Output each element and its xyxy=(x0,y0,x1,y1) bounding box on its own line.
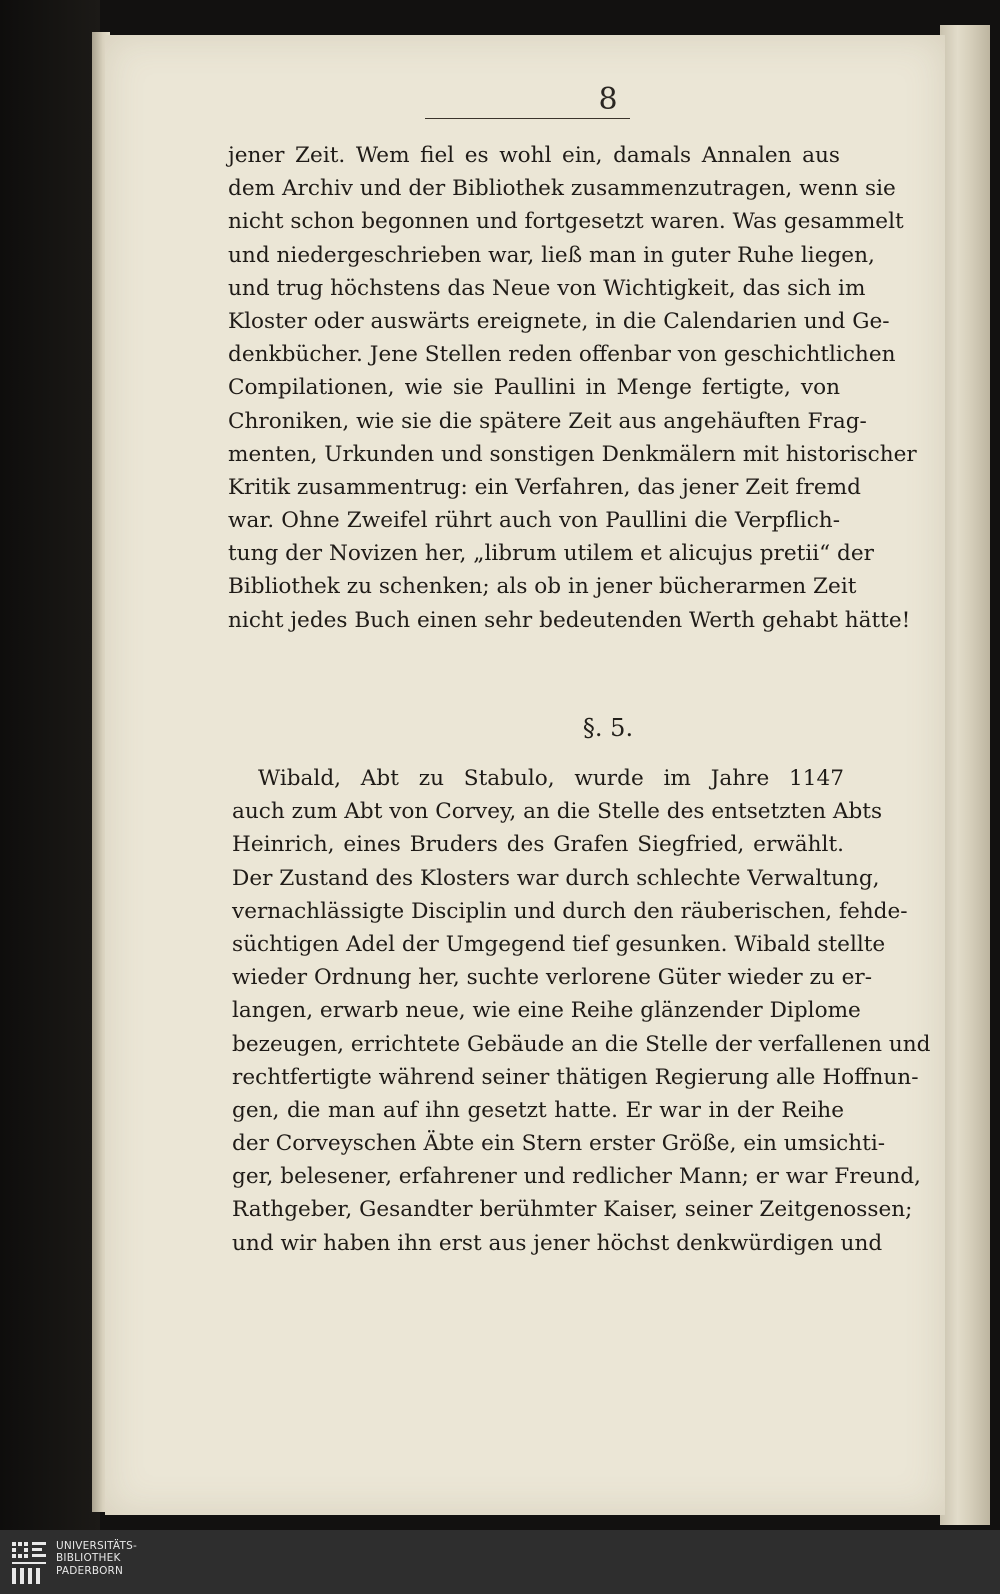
text-line: tung der Novizen her, „librum utilem et alicujus pretii“ der xyxy=(228,541,874,567)
text-line: dem Archiv und der Bibliothek zusammenzutragen, wenn sie xyxy=(228,176,896,202)
text-line: Wibald, Abt zu Stabulo, wurde im Jahre 1147 xyxy=(258,766,844,791)
text-line: langen, erwarb neue, wie eine Reihe glänzender Diplome xyxy=(232,998,861,1024)
text-line: und niedergeschrieben war, ließ man in guter Ruhe liegen, xyxy=(228,242,875,268)
text-line: bezeugen, errichtete Gebäude an die Stelle der verfallenen und xyxy=(232,1031,931,1057)
text-line: menten, Urkunden und sonstigen Denkmälern mit historischer xyxy=(228,441,917,467)
text-line: jener Zeit. Wem fiel es wohl ein, damals Annalen aus xyxy=(228,143,840,168)
text-line: Rathgeber, Gesandter berühmter Kaiser, seiner Zeitgenossen; xyxy=(232,1197,913,1223)
text-line: süchtigen Adel der Umgegend tief gesunken. Wibald stellte xyxy=(232,931,886,957)
text-line: war. Ohne Zweifel rührt auch von Paullini die Verpflich- xyxy=(228,508,840,534)
logo-line: BIBLIOTHEK xyxy=(56,1552,121,1565)
section-heading: §. 5. xyxy=(582,714,634,742)
text-line: nicht jedes Buch einen sehr bedeutenden Werth gehabt hätte! xyxy=(228,607,911,633)
library-seal-icon xyxy=(10,1540,50,1586)
text-line: denkbücher. Jene Stellen reden offenbar von geschichtlichen xyxy=(228,342,896,368)
text-line: vernachlässigte Disciplin und durch den räuberischen, fehde- xyxy=(232,898,908,924)
text-line: rechtfertigte während seiner thätigen Regierung alle Hoffnun- xyxy=(232,1064,919,1090)
text-line: Kritik zusammentrug: ein Verfahren, das jener Zeit fremd xyxy=(228,474,861,500)
page-number: 8 xyxy=(598,82,618,117)
paragraph-1 xyxy=(228,139,917,637)
paragraph-2 xyxy=(232,762,931,1260)
text-line: Compilationen, wie sie Paullini in Menge fertigte, von xyxy=(228,375,840,401)
text-line: gen, die man auf ihn gesetzt hatte. Er war in der Reihe xyxy=(232,1097,844,1123)
text-line: und wir haben ihn erst aus jener höchst denkwürdigen und xyxy=(232,1230,883,1256)
text-line: Kloster oder auswärts ereignete, in die Calendarien und Ge- xyxy=(228,308,890,334)
text-line: ger, belesener, erfahrener und redlicher Mann; er war Freund, xyxy=(232,1164,921,1190)
right-page-edges xyxy=(940,25,990,1525)
text-line: und trug höchstens das Neue von Wichtigkeit, das sich im xyxy=(228,275,866,301)
header-rule xyxy=(425,118,630,119)
text-line: wieder Ordnung her, suchte verlorene Güter wieder zu er- xyxy=(232,965,873,991)
text-line: Chroniken, wie sie die spätere Zeit aus angehäuften Frag- xyxy=(228,408,867,434)
text-line: nicht schon begonnen und fortgesetzt waren. Was gesammelt xyxy=(228,209,904,235)
logo-line: UNIVERSITÄTS- xyxy=(56,1540,137,1552)
text-line: Der Zustand des Klosters war durch schlechte Verwaltung, xyxy=(232,865,880,891)
text-line: auch zum Abt von Corvey, an die Stelle des entsetzten Abts xyxy=(232,799,883,825)
text-line: der Corveyschen Äbte ein Stern erster Größe, ein umsichti- xyxy=(232,1131,886,1157)
left-shadow xyxy=(0,0,100,1530)
text-line: Heinrich, eines Bruders des Grafen Siegfried, erwählt. xyxy=(232,832,844,858)
text-line: Bibliothek zu schenken; als ob in jener bücherarmen Zeit xyxy=(228,574,857,600)
library-logo-text xyxy=(56,1540,137,1577)
logo-line: PADERBORN xyxy=(56,1564,124,1577)
library-logo xyxy=(10,1540,170,1588)
